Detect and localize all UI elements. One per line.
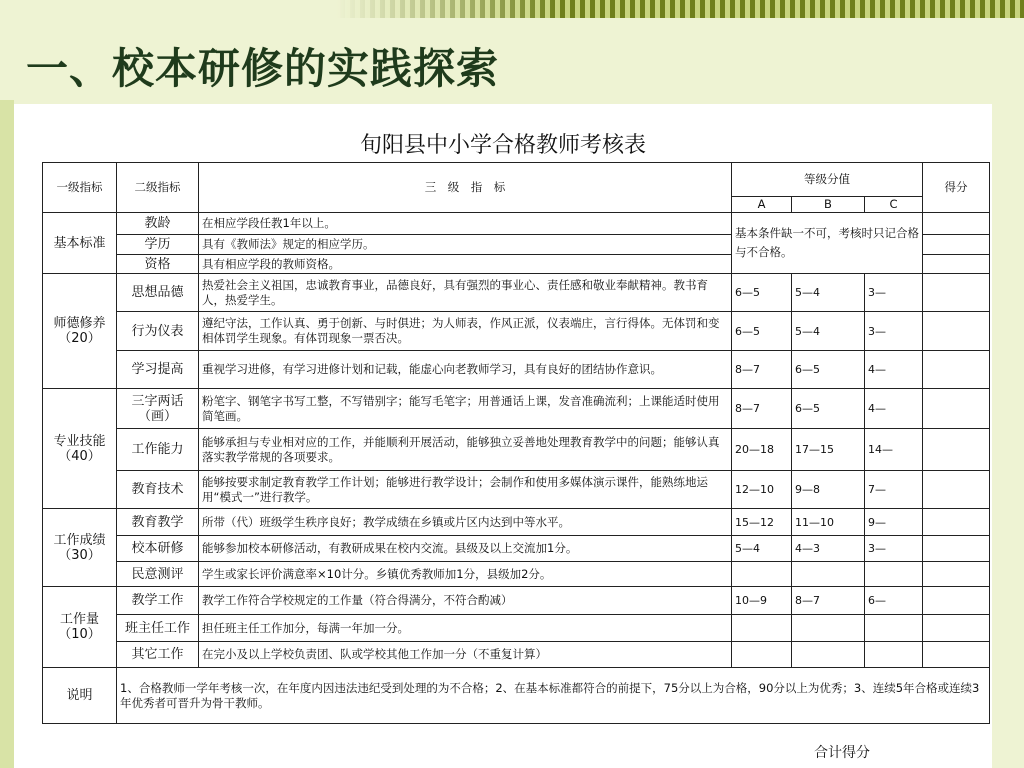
table-row: [43, 312, 990, 351]
grade-a: 8—7: [732, 351, 792, 389]
score-cell: [923, 351, 990, 389]
grade-b: 5—4: [792, 274, 865, 312]
row-text: 粉笔字、钢笔字书写工整，不写错别字；能写毛笔字；用普通话上课，发音准确流利；上课能适时使用简笔画。: [199, 389, 732, 429]
grade-c: 3—: [865, 312, 923, 351]
group-workload: [43, 587, 117, 668]
grade-a: [732, 642, 792, 668]
grade-c: 14—: [865, 429, 923, 471]
note-row: [43, 668, 990, 724]
row-name: 行为仪表: [117, 312, 199, 351]
grade-b: 8—7: [792, 587, 865, 615]
grade-a: 6—5: [732, 312, 792, 351]
table-row: [43, 587, 990, 615]
row-name: 工作能力: [117, 429, 199, 471]
row-text: 重视学习进修，有学习进修计划和记载，能虚心向老教师学习，具有良好的团结协作意识。: [199, 351, 732, 389]
score-cell: [923, 615, 990, 642]
table-row: [43, 509, 990, 536]
grade-c: 6—: [865, 587, 923, 615]
assessment-table: [42, 162, 990, 724]
table-row: [43, 642, 990, 668]
header-grade-b: B: [792, 197, 865, 213]
group-name: 工作量: [59, 612, 99, 627]
score-cell: [923, 509, 990, 536]
grade-a: 8—7: [732, 389, 792, 429]
score-cell: [923, 235, 990, 255]
row-text: 在相应学段任教1年以上。: [199, 213, 732, 235]
grade-c: 3—: [865, 536, 923, 562]
row-name: 教育技术: [117, 471, 199, 509]
grade-a: 15—12: [732, 509, 792, 536]
header-grade-a: A: [732, 197, 792, 213]
table-row: [43, 429, 990, 471]
table-row: [43, 471, 990, 509]
row-text: 教学工作符合学校规定的工作量（符合得满分，不符合酌减）: [199, 587, 732, 615]
top-stripe-fade: [0, 0, 560, 18]
row-name: 班主任工作: [117, 615, 199, 642]
table-row: [43, 351, 990, 389]
group-name: 师德修养: [53, 316, 106, 331]
group-results: [43, 509, 117, 587]
score-cell: [923, 429, 990, 471]
document-title: 旬阳县中小学合格教师考核表: [359, 133, 646, 158]
header-grade: 等级分值: [732, 163, 923, 197]
group-weight: （20）: [58, 331, 101, 346]
slide-title: 一、校本研修的实践探索: [26, 44, 500, 93]
table-row: [43, 536, 990, 562]
grade-a: 10—9: [732, 587, 792, 615]
score-cell: [923, 213, 990, 235]
row-name: 三字两话（画）: [117, 389, 199, 429]
group-weight: （10）: [58, 627, 101, 642]
grade-b: 6—5: [792, 351, 865, 389]
grade-a: [732, 562, 792, 587]
row-name: 教龄: [117, 213, 199, 235]
row-text: 具有相应学段的教师资格。: [199, 255, 732, 274]
row-name: 校本研修: [117, 536, 199, 562]
grade-b: 9—8: [792, 471, 865, 509]
group-basic: 基本标准: [43, 213, 117, 274]
header-lvl2: 二级指标: [117, 163, 199, 213]
table-row: [43, 562, 990, 587]
row-text: 热爱社会主义祖国，忠诚教育事业，品德良好，具有强烈的事业心、责任感和敬业奉献精神。教书育人，热爱学生。: [199, 274, 732, 312]
row-text: 学生或家长评价满意率×10计分。乡镇优秀教师加1分，县级加2分。: [199, 562, 732, 587]
score-cell: [923, 562, 990, 587]
header-grade-c: C: [865, 197, 923, 213]
row-text: 担任班主任工作加分，每满一年加一分。: [199, 615, 732, 642]
row-name: 教学工作: [117, 587, 199, 615]
grade-c: [865, 562, 923, 587]
row-text: 能够按要求制定教育教学工作计划；能够进行教学设计；会制作和使用多媒体演示课件，能熟练地运用“模式一”进行教学。: [199, 471, 732, 509]
row-name: 学习提高: [117, 351, 199, 389]
row-text: 在完小及以上学校负责团、队或学校其他工作加一分（不重复计算）: [199, 642, 732, 668]
assessment-document: [14, 104, 992, 768]
score-cell: [923, 389, 990, 429]
left-decorative-band: [0, 100, 14, 768]
note-text: 1、合格教师一学年考核一次，在年度内因违法违纪受到处理的为不合格；2、在基本标准都符合的前提下，75分以上为合格，90分以上为优秀；3、连续5年合格或连续3年优秀者可晋升为骨干教师。: [117, 668, 990, 724]
score-cell: [923, 587, 990, 615]
header-lvl1: 一级指标: [43, 163, 117, 213]
grade-c: [865, 615, 923, 642]
group-weight: （30）: [58, 547, 101, 563]
grade-b: [792, 615, 865, 642]
score-cell: [923, 536, 990, 562]
row-name: 学历: [117, 235, 199, 255]
row-name: 思想品德: [117, 274, 199, 312]
grade-a: 6—5: [732, 274, 792, 312]
group-ethics: [43, 274, 117, 389]
group-skills: [43, 389, 117, 509]
grade-b: 11—10: [792, 509, 865, 536]
table-row: [43, 615, 990, 642]
row-name: 民意测评: [117, 562, 199, 587]
row-name: 其它工作: [117, 642, 199, 668]
group-weight: （40）: [58, 448, 101, 464]
group-name: 专业技能: [53, 433, 106, 449]
table-row: [43, 389, 990, 429]
table-row: [43, 213, 990, 235]
row-text: 能够承担与专业相对应的工作，并能顺利开展活动，能够独立妥善地处理教育教学中的问题；能够认真落实教学常规的各项要求。: [199, 429, 732, 471]
basic-merged-grade: 基本条件缺一不可，考核时只记合格与不合格。: [732, 213, 923, 274]
grade-c: 4—: [865, 351, 923, 389]
grade-b: [792, 562, 865, 587]
grade-b: [792, 642, 865, 668]
row-text: 所带（代）班级学生秩序良好；教学成绩在乡镇或片区内达到中等水平。: [199, 509, 732, 536]
score-cell: [923, 642, 990, 668]
total-score-label: 合计得分: [814, 745, 870, 761]
table-row: [43, 274, 990, 312]
grade-a: 5—4: [732, 536, 792, 562]
row-text: 遵纪守法，工作认真、勇于创新、与时俱进；为人师表，作风正派，仪表端庄，言行得体。无体罚和变相体罚学生现象。有体罚现象一票否决。: [199, 312, 732, 351]
grade-a: 12—10: [732, 471, 792, 509]
row-name: 教育教学: [117, 509, 199, 536]
note-label: 说明: [43, 668, 117, 724]
grade-c: 3—: [865, 274, 923, 312]
grade-c: 9—: [865, 509, 923, 536]
score-cell: [923, 274, 990, 312]
grade-a: [732, 615, 792, 642]
row-text: 能够参加校本研修活动，有教研成果在校内交流。县级及以上交流加1分。: [199, 536, 732, 562]
grade-b: 5—4: [792, 312, 865, 351]
header-score: 得分: [923, 163, 990, 213]
group-name: 工作成绩: [53, 532, 106, 548]
header-lvl3: 三 级 指 标: [199, 163, 732, 213]
score-cell: [923, 471, 990, 509]
grade-b: 4—3: [792, 536, 865, 562]
grade-c: 4—: [865, 389, 923, 429]
row-text: 具有《教师法》规定的相应学历。: [199, 235, 732, 255]
grade-a: 20—18: [732, 429, 792, 471]
grade-c: [865, 642, 923, 668]
grade-b: 6—5: [792, 389, 865, 429]
score-cell: [923, 255, 990, 274]
row-name: 资格: [117, 255, 199, 274]
score-cell: [923, 312, 990, 351]
grade-b: 17—15: [792, 429, 865, 471]
grade-c: 7—: [865, 471, 923, 509]
